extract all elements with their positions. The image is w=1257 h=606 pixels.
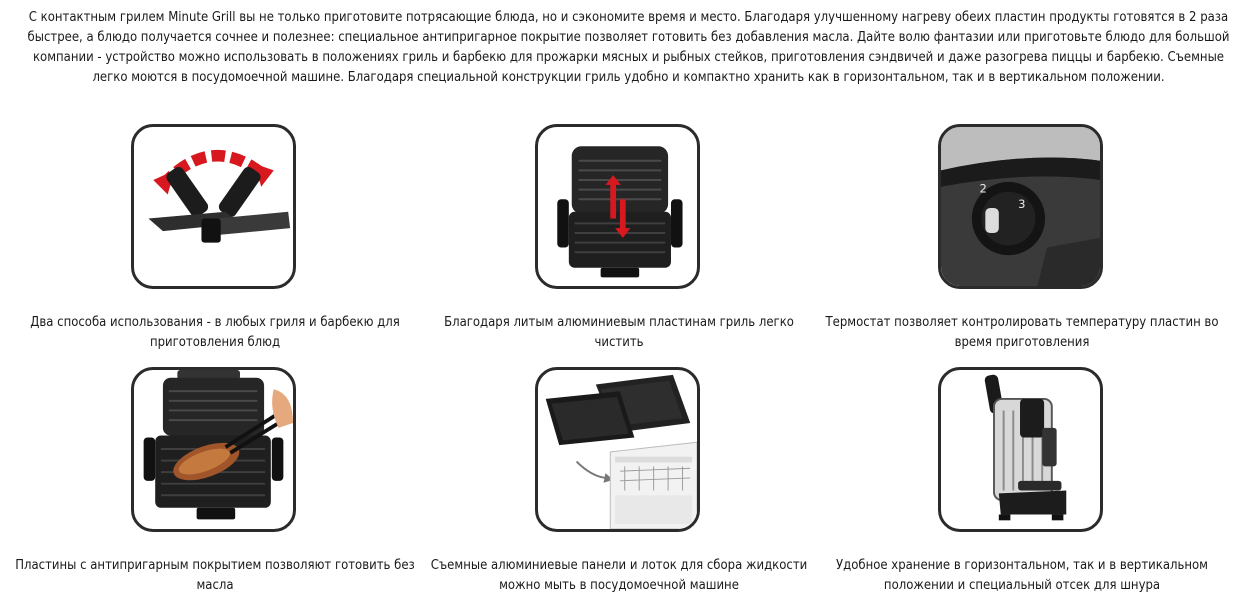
feature-image-nonstick [131,367,296,532]
feature-image-thermostat [938,124,1103,289]
plates-dishwasher-icon [538,370,697,529]
grill-open-positions-icon [134,127,293,286]
vertical-storage-icon [941,370,1100,529]
grill-meat-tongs-icon [134,370,293,529]
feature-image-dishwasher [535,367,700,532]
feature-image-storage [938,367,1103,532]
grill-plates-arrows-icon [538,127,697,286]
feature-caption: Благодаря литым алюминиевым пластинам гриль легко чистить [444,315,794,350]
feature-caption: Пластины с антипригарным покрытием позволяют готовить без масла [15,558,415,593]
feature-caption: Два способа использования - в любых гриля и барбекю для приготовления блюд [30,315,400,350]
feature-caption: Удобное хранение в горизонтальном, так и в вертикальном положении и специальный отсек для шнура [836,558,1208,593]
intro-text: С контактным грилем Minute Grill вы не только приготовите потрясающие блюда, но и сэкономите время и место. Благодаря улучшенному нагреву обеих пластин продукты готовятся в 2 раза быстрее, а блюдо получается сочнее и полезнее: специальное антипригарное покрытие позволяет готовить без добавления масла. Дайте волю фантазии или приготовьте блюдо для большой компании - устройство можно использовать в положениях гриль и барбекю для прожарки мясных и рыбных стейков, приготовления сэндвичей и даже разогрева пиццы и барбекю. Съемные легко моются в посудомоечной машине. Благодаря специальной конструкции гриль удобно и компактно хранить как в горизонтальном, так и в вертикальном положении. [27,10,1230,85]
feature-caption: Термостат позволяет контролировать температуру пластин во время приготовления [825,315,1219,350]
thermostat-knob-icon [941,127,1100,286]
knob-mark: 3 [1018,196,1026,211]
feature-caption: Съемные алюминиевые панели и лоток для сбора жидкости можно мыть в посудомоечной машине [430,558,808,593]
knob-mark: 2 [979,181,987,196]
feature-image-two-positions [131,124,296,289]
feature-image-easy-clean [535,124,700,289]
